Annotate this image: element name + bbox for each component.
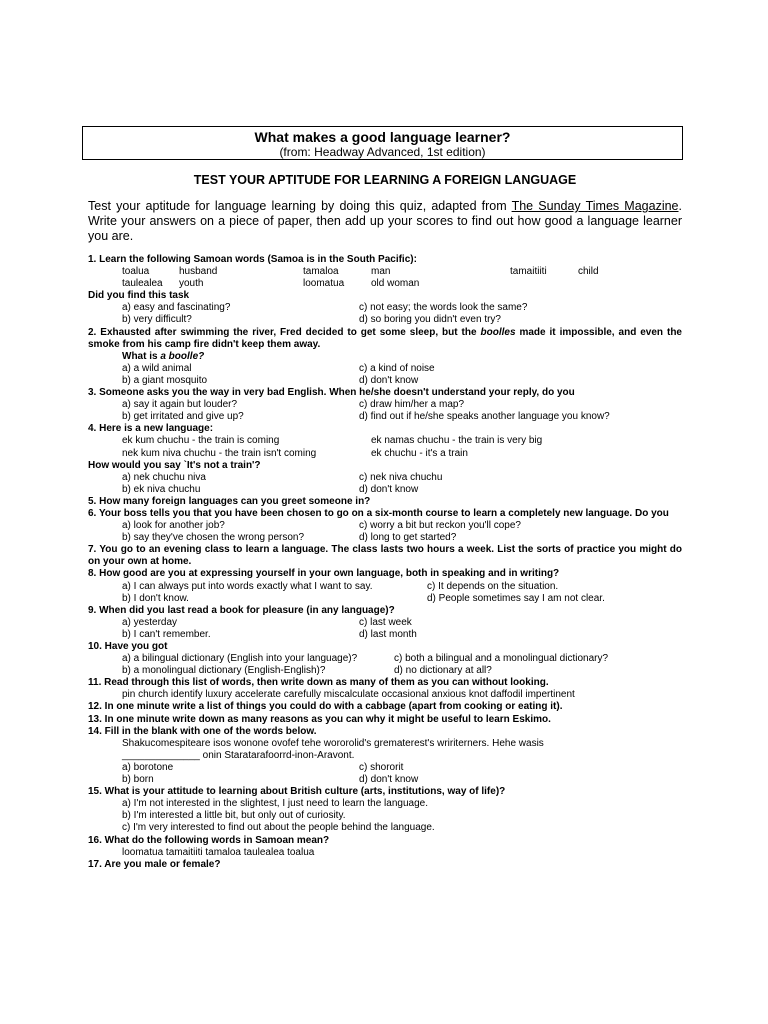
option-c: c) not easy; the words look the same? — [359, 302, 528, 314]
word-list: pin church identify luxury accelerate carefully miscalculate occasional anxious knot daffodil impertinent — [122, 689, 575, 701]
magazine-name: The Sunday Times Magazine — [511, 199, 679, 213]
options-row — [88, 665, 682, 677]
option-c: c) worry a bit but reckon you'll cope? — [359, 520, 521, 532]
option-b: b) I'm interested a little bit, but only out of curiosity. — [122, 810, 346, 822]
sub-question: What is a boolle? — [122, 350, 205, 362]
options-row — [88, 762, 682, 774]
question-17: 17. Are you male or female? — [88, 858, 221, 870]
option-d: d) don't know — [359, 483, 419, 495]
option-c: c) shororit — [359, 761, 404, 773]
cloze-line: ______________ onin Staratarafoorrd-inon-Aravont. — [122, 749, 355, 761]
option-d: d) don't know — [359, 374, 419, 386]
option-d: d) last month — [359, 628, 417, 640]
option-b: b) say they've chosen the wrong person? — [122, 532, 305, 544]
options-row — [88, 653, 682, 665]
options-row — [88, 629, 682, 641]
question-3: 3. Someone asks you the way in very bad English. When he/she doesn't understand your reply, do you — [88, 387, 575, 399]
option-row — [88, 798, 682, 810]
question-2: 2. Exhausted after swimming the river, Fred decided to get some sleep, but the boolles made it impossible, and even the smoke from his camp fire didn't keep them away. — [88, 326, 682, 350]
option-d: d) People sometimes say I am not clear. — [427, 592, 605, 604]
option-b: b) a giant mosquito — [122, 374, 208, 386]
example-row: ek kum chuchu - the train is coming ek namas chuchu - the train is very big — [122, 435, 543, 447]
question-15: 15. What is your attitude to learning about British culture (arts, institutions, way of life)? — [88, 786, 506, 798]
option-a: a) I'm not interested in the slightest, I just need to learn the language. — [122, 798, 428, 810]
option-b: b) I don't know. — [122, 592, 189, 604]
section-heading: TEST YOUR APTITUDE FOR LEARNING A FOREIGN LANGUAGE — [193, 173, 577, 187]
question-11: 11. Read through this list of words, then write down as many of them as you can without looking. — [88, 677, 549, 689]
options-row — [88, 484, 682, 496]
question-1: 1. Learn the following Samoan words (Samoa is in the South Pacific): — [88, 254, 417, 265]
options-row — [88, 411, 682, 423]
options-row — [88, 593, 682, 605]
option-a: a) look for another job? — [122, 520, 225, 532]
question-5: 5. How many foreign languages can you greet someone in? — [88, 495, 371, 507]
sub-question: Did you find this task — [88, 290, 190, 302]
option-row — [88, 810, 682, 822]
title-box — [82, 126, 683, 160]
source-line: (from: Headway Advanced, 1st edition) — [279, 145, 486, 159]
question-14: 14. Fill in the blank with one of the words below. — [88, 725, 317, 737]
option-b: b) born — [122, 774, 154, 786]
options-row — [88, 375, 682, 387]
option-a: a) yesterday — [122, 616, 178, 628]
option-b: b) I can't remember. — [122, 628, 211, 640]
option-c: c) I'm very interested to find out about the people behind the language. — [122, 822, 435, 834]
cloze-line: Shakucomespiteare isos wonone ovofef tehe wororolid's grematerest's wririterners. Hehe wasis — [122, 737, 544, 749]
options-row — [88, 774, 682, 786]
word-list: loomatua tamaitiiti tamaloa taulealea toalua — [122, 846, 315, 858]
option-c: c) It depends on the situation. — [427, 580, 559, 592]
intro-paragraph: Test your aptitude for language learning by doing this quiz, adapted from The Sunday Times Magazine. Write your answers on a piece of paper, then add up your scores to find out how good a language learner you are. — [88, 199, 682, 243]
option-c: c) a kind of noise — [359, 362, 435, 374]
options-row — [88, 520, 682, 532]
quiz — [88, 254, 682, 871]
option-a: a) easy and fascinating? — [122, 302, 231, 314]
word-row: toalua husband tamaloa man tamaitiiti child — [122, 266, 599, 278]
option-d: d) find out if he/she speaks another language you know? — [359, 411, 610, 423]
option-b: b) very difficult? — [122, 314, 192, 326]
option-c: c) nek niva chuchu — [359, 471, 443, 483]
example-row: nek kum niva chuchu - the train isn't coming ek chuchu - it's a train — [122, 447, 468, 459]
question-13: 13. In one minute write down as many reasons as you can why it might be useful to learn Eskimo. — [88, 713, 551, 725]
options-row — [88, 472, 682, 484]
option-b: b) get irritated and give up? — [122, 411, 244, 423]
question-8: 8. How good are you at expressing yourself in your own language, both in speaking and in writing? — [88, 568, 560, 580]
sub-question: How would you say `It's not a train'? — [88, 459, 261, 471]
option-a: a) borotone — [122, 761, 174, 773]
option-a: a) a bilingual dictionary (English into your language)? — [122, 653, 358, 665]
options-row — [88, 399, 682, 411]
option-d: d) so boring you didn't even try? — [359, 314, 501, 326]
options-row — [88, 617, 682, 629]
option-c: c) last week — [359, 616, 412, 628]
page-title: What makes a good language learner? — [254, 129, 511, 145]
options-row — [88, 532, 682, 544]
option-a: a) I can always put into words exactly what I want to say. — [122, 580, 373, 592]
word-row: taulealea youth loomatua old woman — [122, 278, 420, 290]
options-row — [88, 581, 682, 593]
question-9: 9. When did you last read a book for pleasure (in any language)? — [88, 604, 395, 616]
option-d: d) don't know — [359, 774, 419, 786]
option-a: a) a wild animal — [122, 362, 192, 374]
option-b: b) ek niva chuchu — [122, 483, 201, 495]
option-d: d) long to get started? — [359, 532, 457, 544]
question-6: 6. Your boss tells you that you have been chosen to go on a six-month course to learn a completely new language. Do you — [88, 507, 669, 519]
option-c: c) both a bilingual and a monolingual dictionary? — [394, 653, 609, 665]
question-12: 12. In one minute write a list of things you could do with a cabbage (apart from cooking or eating it). — [88, 701, 563, 713]
option-d: d) no dictionary at all? — [394, 665, 492, 677]
option-a: a) say it again but louder? — [122, 399, 238, 411]
question-16: 16. What do the following words in Samoan mean? — [88, 834, 330, 846]
options-row — [88, 302, 682, 314]
options-row — [88, 314, 682, 326]
option-a: a) nek chuchu niva — [122, 471, 206, 483]
option-row — [88, 822, 682, 834]
question-10: 10. Have you got — [88, 641, 168, 652]
options-row — [88, 363, 682, 375]
option-b: b) a monolingual dictionary (English-English)? — [122, 665, 326, 677]
option-c: c) draw him/her a map? — [359, 399, 465, 411]
question-4: 4. Here is a new language: — [88, 423, 214, 435]
question-7: 7. You go to an evening class to learn a language. The class lasts two hours a week. List the sorts of practice you might do on your own at home. — [88, 544, 682, 568]
